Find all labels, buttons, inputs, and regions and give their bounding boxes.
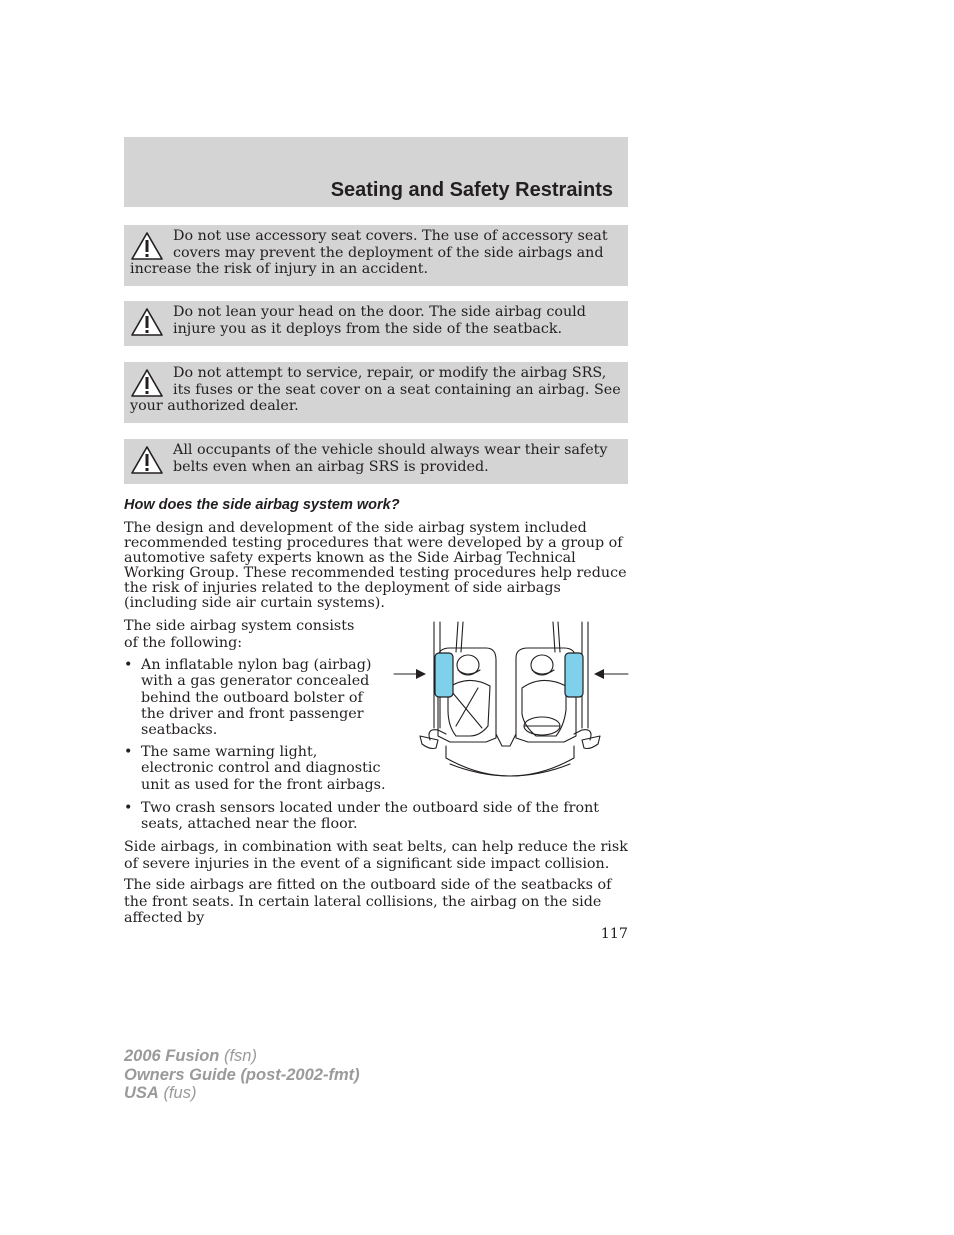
bullet-text: An inflatable nylon bag (airbag) with a gas generator concealed behind the outboard bolster of the driver and front passenger seatbacks. <box>141 657 372 739</box>
warning-triangle-icon <box>130 307 164 337</box>
warning-text: Do not use accessory seat covers. The use of accessory seat covers may prevent the deployment of the side airbags and increase the risk of injury in an accident. <box>130 228 608 277</box>
section-header-band <box>124 137 628 207</box>
footer-market: USA <box>124 1084 159 1102</box>
bullet-icon: • <box>124 800 133 816</box>
footer-model-code: (fsn) <box>223 1047 257 1065</box>
warning-text: Do not attempt to service, repair, or modify the airbag SRS, its fuses or the seat cover on a seat containing an airbag. See your authorized dealer. <box>130 365 621 414</box>
intro-paragraph: The design and development of the side airbag system included recommended testing procedures that were developed by a group of automotive safety experts known as the Side Airbag Technical Working Group. These recommended testing procedures help reduce the risk of injuries related to the deployment of side airbags (including side air curtain systems). <box>124 520 627 611</box>
right-airbag <box>565 653 583 697</box>
footer-model: 2006 Fusion <box>124 1047 220 1065</box>
warning-text: All occupants of the vehicle should always wear their safety belts even when an airbag SRS is provided. <box>173 442 608 475</box>
warning-box-1 <box>124 225 628 286</box>
bullet-text: The same warning light, electronic control and diagnostic unit as used for the front airbags. <box>141 744 386 793</box>
bullet-icon: • <box>124 657 133 673</box>
section-heading: How does the side airbag system work? <box>124 497 400 513</box>
footer-market-code: (fus) <box>163 1084 197 1102</box>
consists-paragraph: The side airbag system consists of the following: <box>124 618 355 651</box>
warning-text: Do not lean your head on the door. The side airbag could injure you as it deploys from the side of the seatback. <box>173 304 586 337</box>
page-title: Seating and Safety Restraints <box>330 179 613 201</box>
footer-guide: Owners Guide (post-2002-fmt) <box>124 1065 360 1084</box>
warning-triangle-icon <box>130 231 164 261</box>
warning-triangle-icon <box>130 368 164 398</box>
document-footer <box>124 1047 360 1103</box>
warning-box-3 <box>124 362 628 423</box>
paragraph-fitted: The side airbags are fitted on the outboard side of the seatbacks of the front seats. In certain lateral collisions, the airbag on the side affected by <box>124 877 612 926</box>
warning-triangle-icon <box>130 445 164 475</box>
paragraph-side-airbags: Side airbags, in combination with seat belts, can help reduce the risk of severe injuries in the event of a significant side impact collision. <box>124 839 628 872</box>
bullet-text: Two crash sensors located under the outboard side of the front seats, attached near the floor. <box>141 800 600 833</box>
bullet-icon: • <box>124 744 133 760</box>
warning-box-4 <box>124 439 628 484</box>
page-number: 117 <box>600 926 628 942</box>
left-airbag <box>435 653 453 697</box>
side-airbag-diagram <box>390 618 630 784</box>
warning-box-2 <box>124 301 628 346</box>
